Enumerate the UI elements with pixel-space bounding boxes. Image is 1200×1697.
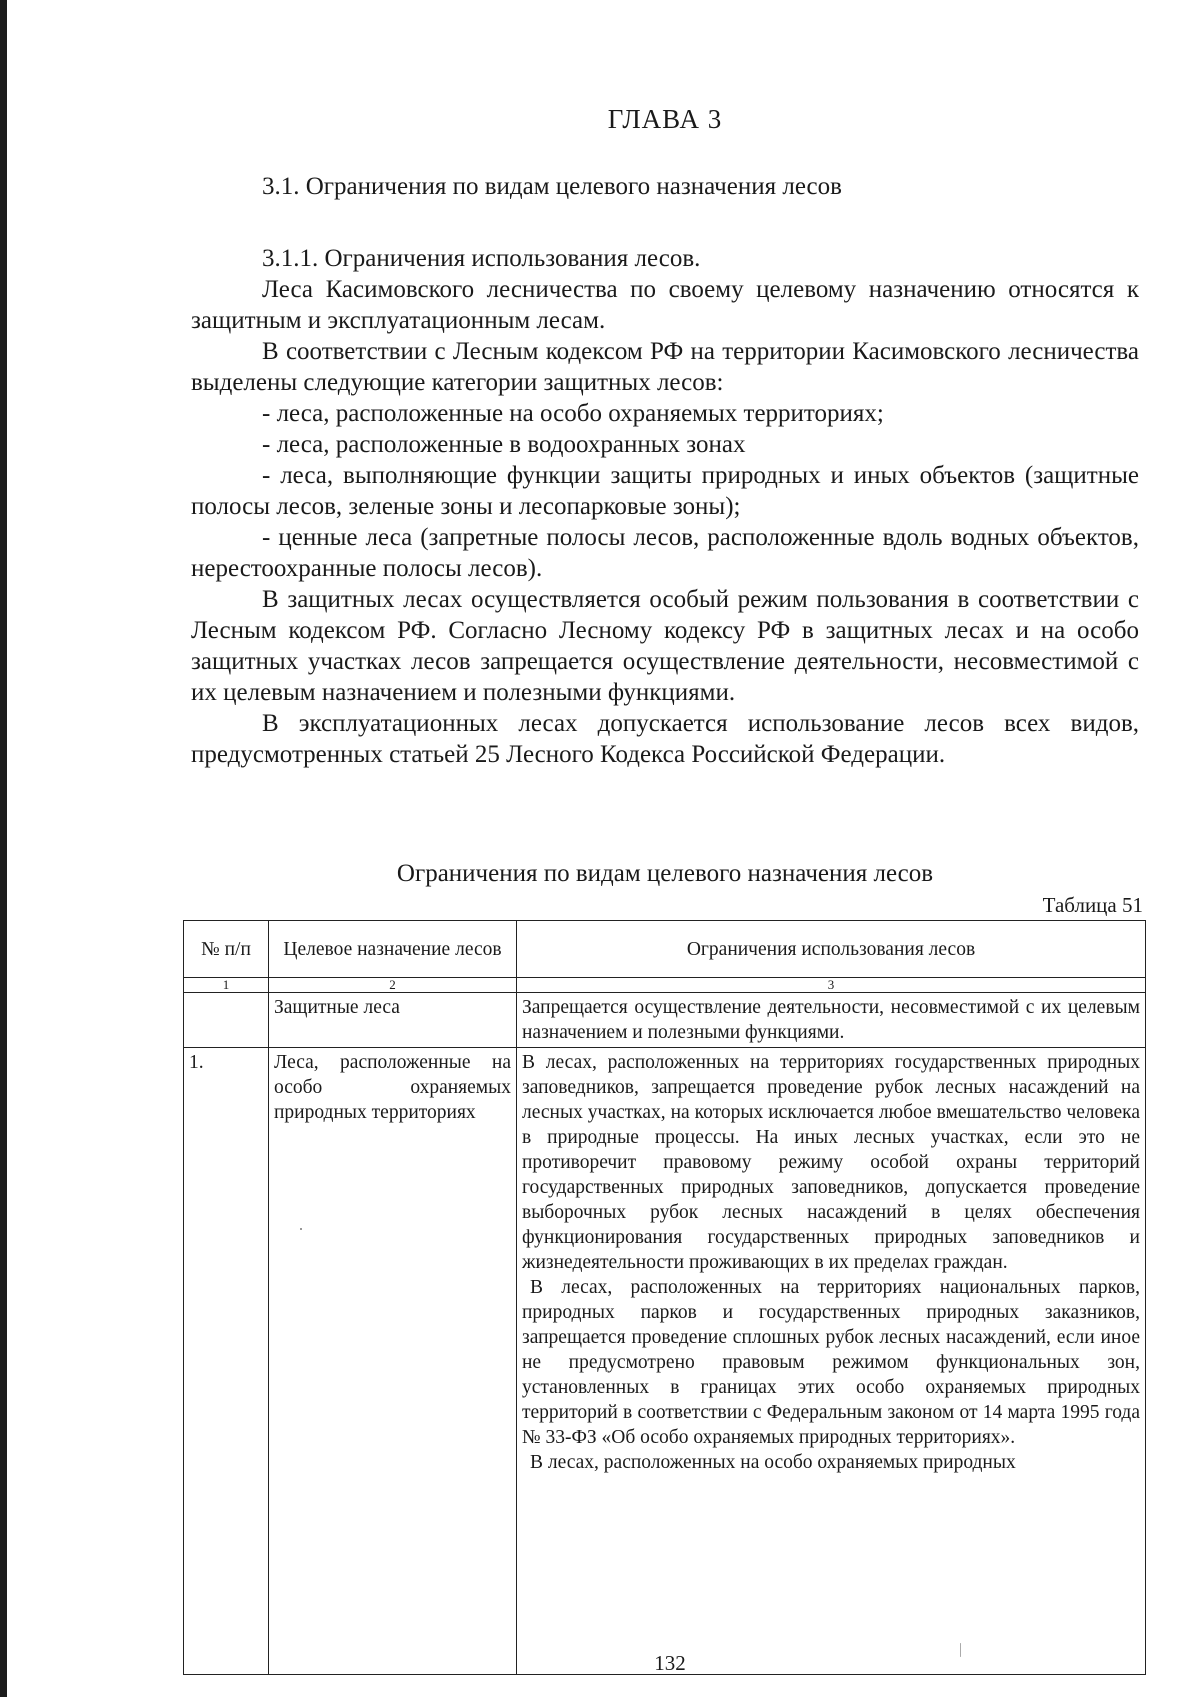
header-label: Ограничения использования лесов: [686, 938, 976, 960]
column-number: 2: [269, 978, 517, 993]
paragraph: В соответствии с Лесным кодексом РФ на территории Касимовского лесничества выделены следующие категории защитных лесов:: [191, 338, 1139, 396]
paragraph: Леса Касимовского лесничества по своему целевому назначению относятся к защитным и эксплуатационным лесам.: [191, 276, 1139, 334]
page-number: 132: [654, 1651, 686, 1675]
row-number: [184, 993, 269, 1048]
paragraph: В защитных лесах осуществляется особый режим пользования в соответствии с Лесным кодексом РФ. Согласно Лесному кодексу РФ в защитных лесах и на особо защитных участках лесов запрещается осуществление деятельности, несовместимой с их целевым назначением и полезными функциями.: [191, 586, 1139, 706]
restriction-text: Запрещается осуществление деятельности, несовместимой с их целевым назначением и полезными функциями.: [522, 997, 1140, 1043]
table-number: Таблица 51: [1042, 893, 1143, 917]
scan-edge-border: [0, 0, 7, 1697]
paragraph: В эксплуатационных лесах допускается использование лесов всех видов, предусмотренных статьей 25 Лесного Кодекса Российской Федерации.: [191, 710, 1139, 768]
column-number: 1: [184, 978, 269, 993]
subsection-heading: 3.1.1. Ограничения использования лесов.: [262, 245, 701, 272]
column-number-row: [184, 978, 1146, 993]
list-item: - леса, расположенные в водоохранных зонах: [262, 431, 746, 458]
column-number: 3: [517, 978, 1146, 993]
table-header-row: [184, 921, 1146, 978]
header-cell-number: [184, 921, 269, 978]
restrictions-table: [183, 920, 1146, 1675]
list-item: - ценные леса (запретные полосы лесов, расположенные вдоль водных объектов, нерестоохранные полосы лесов).: [191, 524, 1139, 582]
header-label: Целевое назначение лесов: [283, 938, 502, 960]
chapter-title: ГЛАВА 3: [607, 104, 723, 134]
table-row: [184, 1048, 1146, 1675]
list-item: - леса, выполняющие функции защиты природных и иных объектов (защитные полосы лесов, зеленые зоны и лесопарковые зоны);: [191, 462, 1139, 520]
scan-speck: [300, 1228, 302, 1230]
row-number: 1.: [184, 1048, 269, 1675]
table-caption: Ограничения по видам целевого назначения лесов: [396, 860, 934, 887]
row-purpose: Леса, расположенные на особо охраняемых природных территориях: [269, 1048, 517, 1675]
section-heading: 3.1. Ограничения по видам целевого назначения лесов: [262, 173, 842, 200]
header-cell-restrictions: [517, 921, 1146, 978]
restriction-text: В лесах, расположенных на территориях национальных парков, природных парков и государственных природных заказников, запрещается проведение сплошных рубок лесных насаждений, если иное не предусмотрено правовым режимом функциональных зон, установленных в границах этих особо охраняемых природных территорий в соответствии с Федеральным законом от 14 марта 1995 года № 33-ФЗ «Об особо охраняемых природных территориях».: [522, 1277, 1140, 1448]
row-restrictions: [517, 1048, 1146, 1675]
restriction-text: В лесах, расположенных на территориях государственных природных заповедников, запрещается проведение рубок лесных насаждений на лесных участках, на которых исключается любое вмешательство человека в природные процессы. На иных лесных участках, если это не противоречит правовому режиму особой охраны территорий государственных природных заповедников, допускается проведение выборочных рубок лесных насаждений в целях обеспечения функционирования государственных природных заповедников и жизнедеятельности проживающих в их пределах граждан.: [522, 1052, 1140, 1273]
header-cell-purpose: [269, 921, 517, 978]
row-restrictions: [517, 993, 1146, 1048]
restriction-text: В лесах, расположенных на особо охраняемых природных: [530, 1452, 1016, 1473]
table-row: [184, 993, 1146, 1048]
body-text: [191, 243, 1139, 770]
row-purpose: Защитные леса: [269, 993, 517, 1048]
header-label: № п/п: [201, 938, 251, 960]
list-item: - леса, расположенные на особо охраняемых территориях;: [262, 400, 884, 427]
